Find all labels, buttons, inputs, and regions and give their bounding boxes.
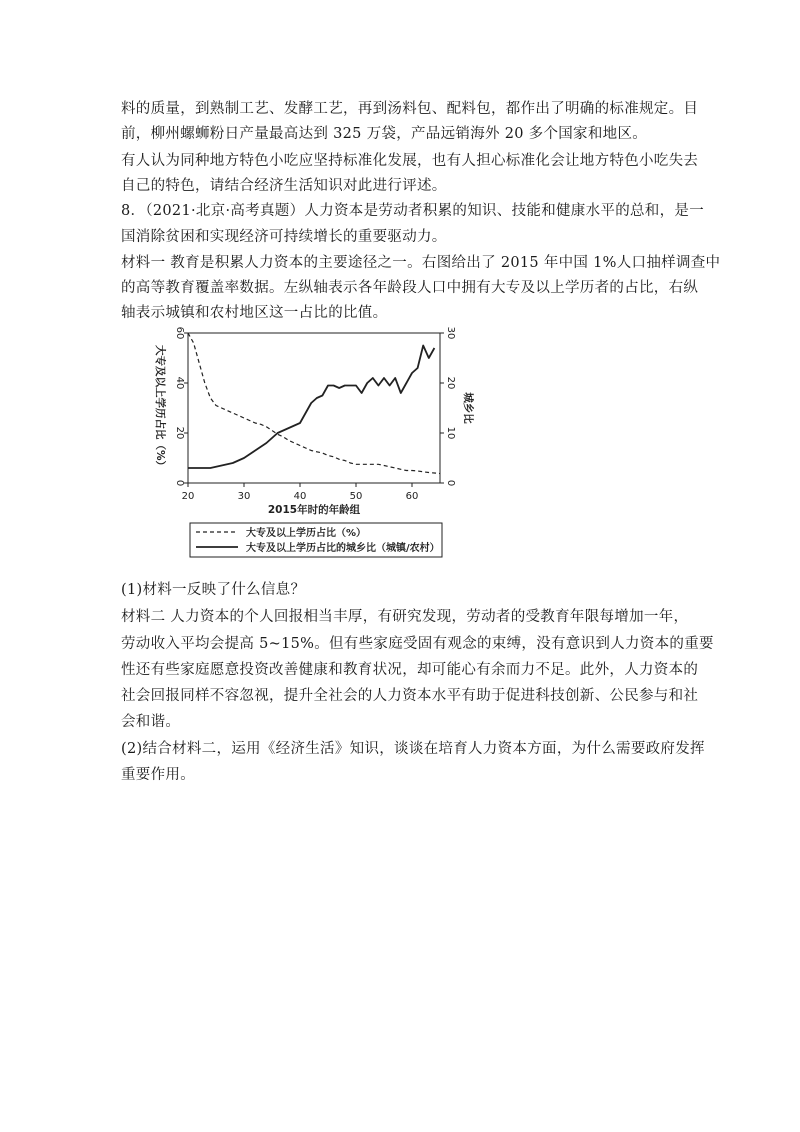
x-axis-label: 2015年时的年龄组 (267, 504, 361, 516)
y-right-axis-label: 城乡比 (462, 392, 474, 424)
x-tick-label: 40 (293, 491, 307, 502)
y-right-tick-label: 10 (445, 426, 456, 440)
education-chart (150, 325, 474, 561)
x-tick-label: 60 (405, 491, 419, 502)
text-line: 有人认为同种地方特色小吃应坚持标准化发展，也有人担心标准化会让地方特色小吃失去 (121, 153, 699, 169)
x-tick-label: 50 (349, 491, 363, 502)
question-2: (2)结合材料二，运用《经济生活》知识，谈谈在培育人力资本方面，为什么需要政府发挥 (121, 741, 705, 757)
y-left-tick-label: 20 (174, 426, 185, 440)
x-tick-label: 30 (237, 491, 251, 502)
text-line: 性还有些家庭愿意投资改善健康和教育状况，却可能心有余而力不足。此外，人力资本的 (121, 662, 699, 678)
text-line: 国消除贫困和实现经济可持续增长的重要驱动力。 (121, 229, 447, 245)
y-left-tick-label: 0 (174, 479, 185, 487)
series-line-1 (188, 333, 440, 474)
y-left-tick-label: 40 (174, 376, 185, 390)
text-line: 自己的特色，请结合经济生活知识对此进行评述。 (121, 178, 447, 194)
question-1: (1)材料一反映了什么信息？ (121, 582, 306, 598)
legend-label: 大专及以上学历占比（%） (246, 528, 367, 539)
material-two-text: 材料二 人力资本的个人回报相当丰厚，有研究发现，劳动者的受教育年限每增加一年， (121, 609, 689, 625)
text-line: 的高等教育覆盖率数据。左纵轴表示各年龄段人口中拥有大专及以上学历者的占比，右纵 (121, 280, 699, 296)
series-line-2 (188, 346, 434, 469)
text-line: 轴表示城镇和农村地区这一占比的比值。 (121, 305, 388, 321)
text-line: 重要作用。 (121, 767, 195, 783)
text-line: 社会回报同样不容忽视，提升全社会的人力资本水平有助于促进科技创新、公民参与和社 (121, 688, 699, 704)
y-left-tick-label: 60 (174, 326, 185, 340)
text-line: 会和谐。 (121, 714, 181, 730)
text-line: 料的质量，到熟制工艺、发酵工艺，再到汤料包、配料包，都作出了明确的标准规定。目 (121, 101, 699, 117)
text-line: 前，柳州螺蛳粉日产量最高达到 325 万袋，产品远销海外 20 多个国家和地区。 (121, 126, 648, 142)
x-tick-label: 20 (181, 491, 195, 502)
plot-frame (188, 333, 440, 483)
y-left-axis-label: 大专及以上学历占比（%） (154, 344, 166, 472)
y-right-tick-label: 30 (445, 326, 456, 340)
text-line: 劳动收入平均会提高 5~15%。但有些家庭受固有观念的束缚，没有意识到人力资本的重要 (121, 636, 714, 652)
question-8-heading: 8．（2021·北京·高考真题）人力资本是劳动者积累的知识、技能和健康水平的总和，是一 (121, 203, 704, 219)
y-right-tick-label: 20 (445, 376, 456, 390)
y-right-tick-label: 0 (445, 479, 456, 487)
legend-label: 大专及以上学历占比的城乡比（城镇/农村） (246, 543, 440, 554)
material-one-text: 材料一 教育是积累人力资本的主要途径之一。右图给出了 2015 年中国 1%人口抽样调查中 (121, 255, 721, 271)
